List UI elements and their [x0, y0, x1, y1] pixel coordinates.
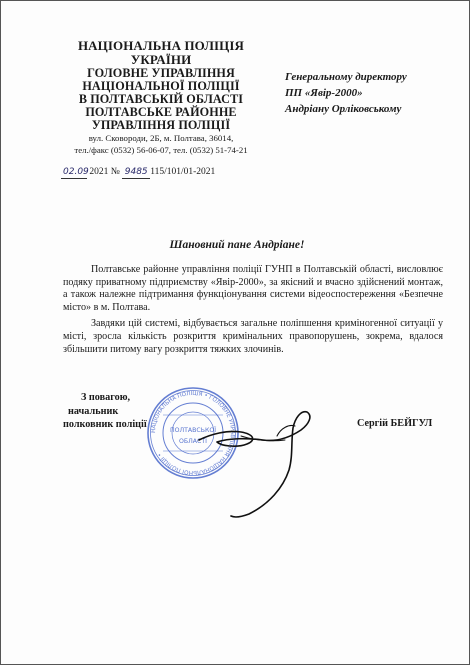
recipient-title: Генеральному директору — [285, 71, 407, 83]
org-line: УПРАВЛІННЯ ПОЛІЦІЇ — [91, 118, 231, 132]
stamp-center-line1: ПОЛТАВСЬКОЇ — [169, 427, 217, 434]
letter-body — [63, 264, 443, 360]
registration-line — [61, 166, 301, 179]
recipient-name: Андріану Орліковському — [285, 103, 402, 115]
recipient-block — [285, 69, 465, 117]
org-line: ГОЛОВНЕ УПРАВЛІННЯ — [87, 66, 235, 80]
registration-index: 115/101/01-2021 — [150, 167, 216, 177]
org-line: НАЦІОНАЛЬНА ПОЛІЦІЯ — [77, 38, 245, 53]
registration-number: 9485 — [122, 166, 150, 179]
org-line: В ПОЛТАВСЬКІЙ ОБЛАСТІ — [78, 92, 244, 106]
org-line: НАЦІОНАЛЬНОЇ ПОЛІЦІЇ — [82, 79, 240, 93]
registration-date: 02.09 — [63, 167, 89, 177]
org-address: вул. Сковороди, 2Б, м. Полтава, 36014, — [88, 133, 234, 143]
signer-rank: полковник поліції — [63, 419, 147, 430]
org-line: ПОЛТАВСЬКЕ РАЙОННЕ — [85, 105, 237, 119]
organization-header — [51, 39, 271, 156]
body-paragraph: Завдяки цій системі, відбувається загальне поліпшення криміногенної ситуації у місті, зросла кількість розкриття кримінальних правопорушень, зокрема, вдалося збільшити питому вагу розкриття тяжких злочинів. — [63, 318, 443, 355]
stamp-center-line2: ОБЛАСТІ — [179, 438, 207, 445]
handwritten-signature-icon — [181, 396, 331, 521]
stamp-outer-text: НАЦІОНАЛЬНА ПОЛІЦІЯ • ГОЛОВНЕ УПРАВЛІННЯ НАЦІОНАЛЬНОЇ ПОЛІЦІЇ • — [150, 390, 236, 476]
regards: З повагою, — [81, 392, 131, 403]
greeting: Шановний пане Андріане! — [169, 239, 305, 251]
signer-name: Сергій БЕЙГУЛ — [357, 418, 433, 429]
org-phones: тел./факс (0532) 56-06-07, тел. (0532) 51-74-21 — [74, 145, 248, 155]
signer-position: начальник — [68, 405, 119, 417]
body-paragraph: Полтавське районне управління поліції ГУНП в Полтавській області, висловлює подяку приватному підприємству «Явір-2000», за якісний и вчасно здійснений монтаж, а також належне підтримання функціонування системи відеоспостереження «Безпечне місто» в м. Полтава. — [63, 264, 443, 313]
org-line: УКРАЇНИ — [130, 52, 192, 67]
registration-year: 2021 № — [89, 167, 120, 177]
recipient-company: ПП «Явір-2000» — [285, 87, 363, 99]
